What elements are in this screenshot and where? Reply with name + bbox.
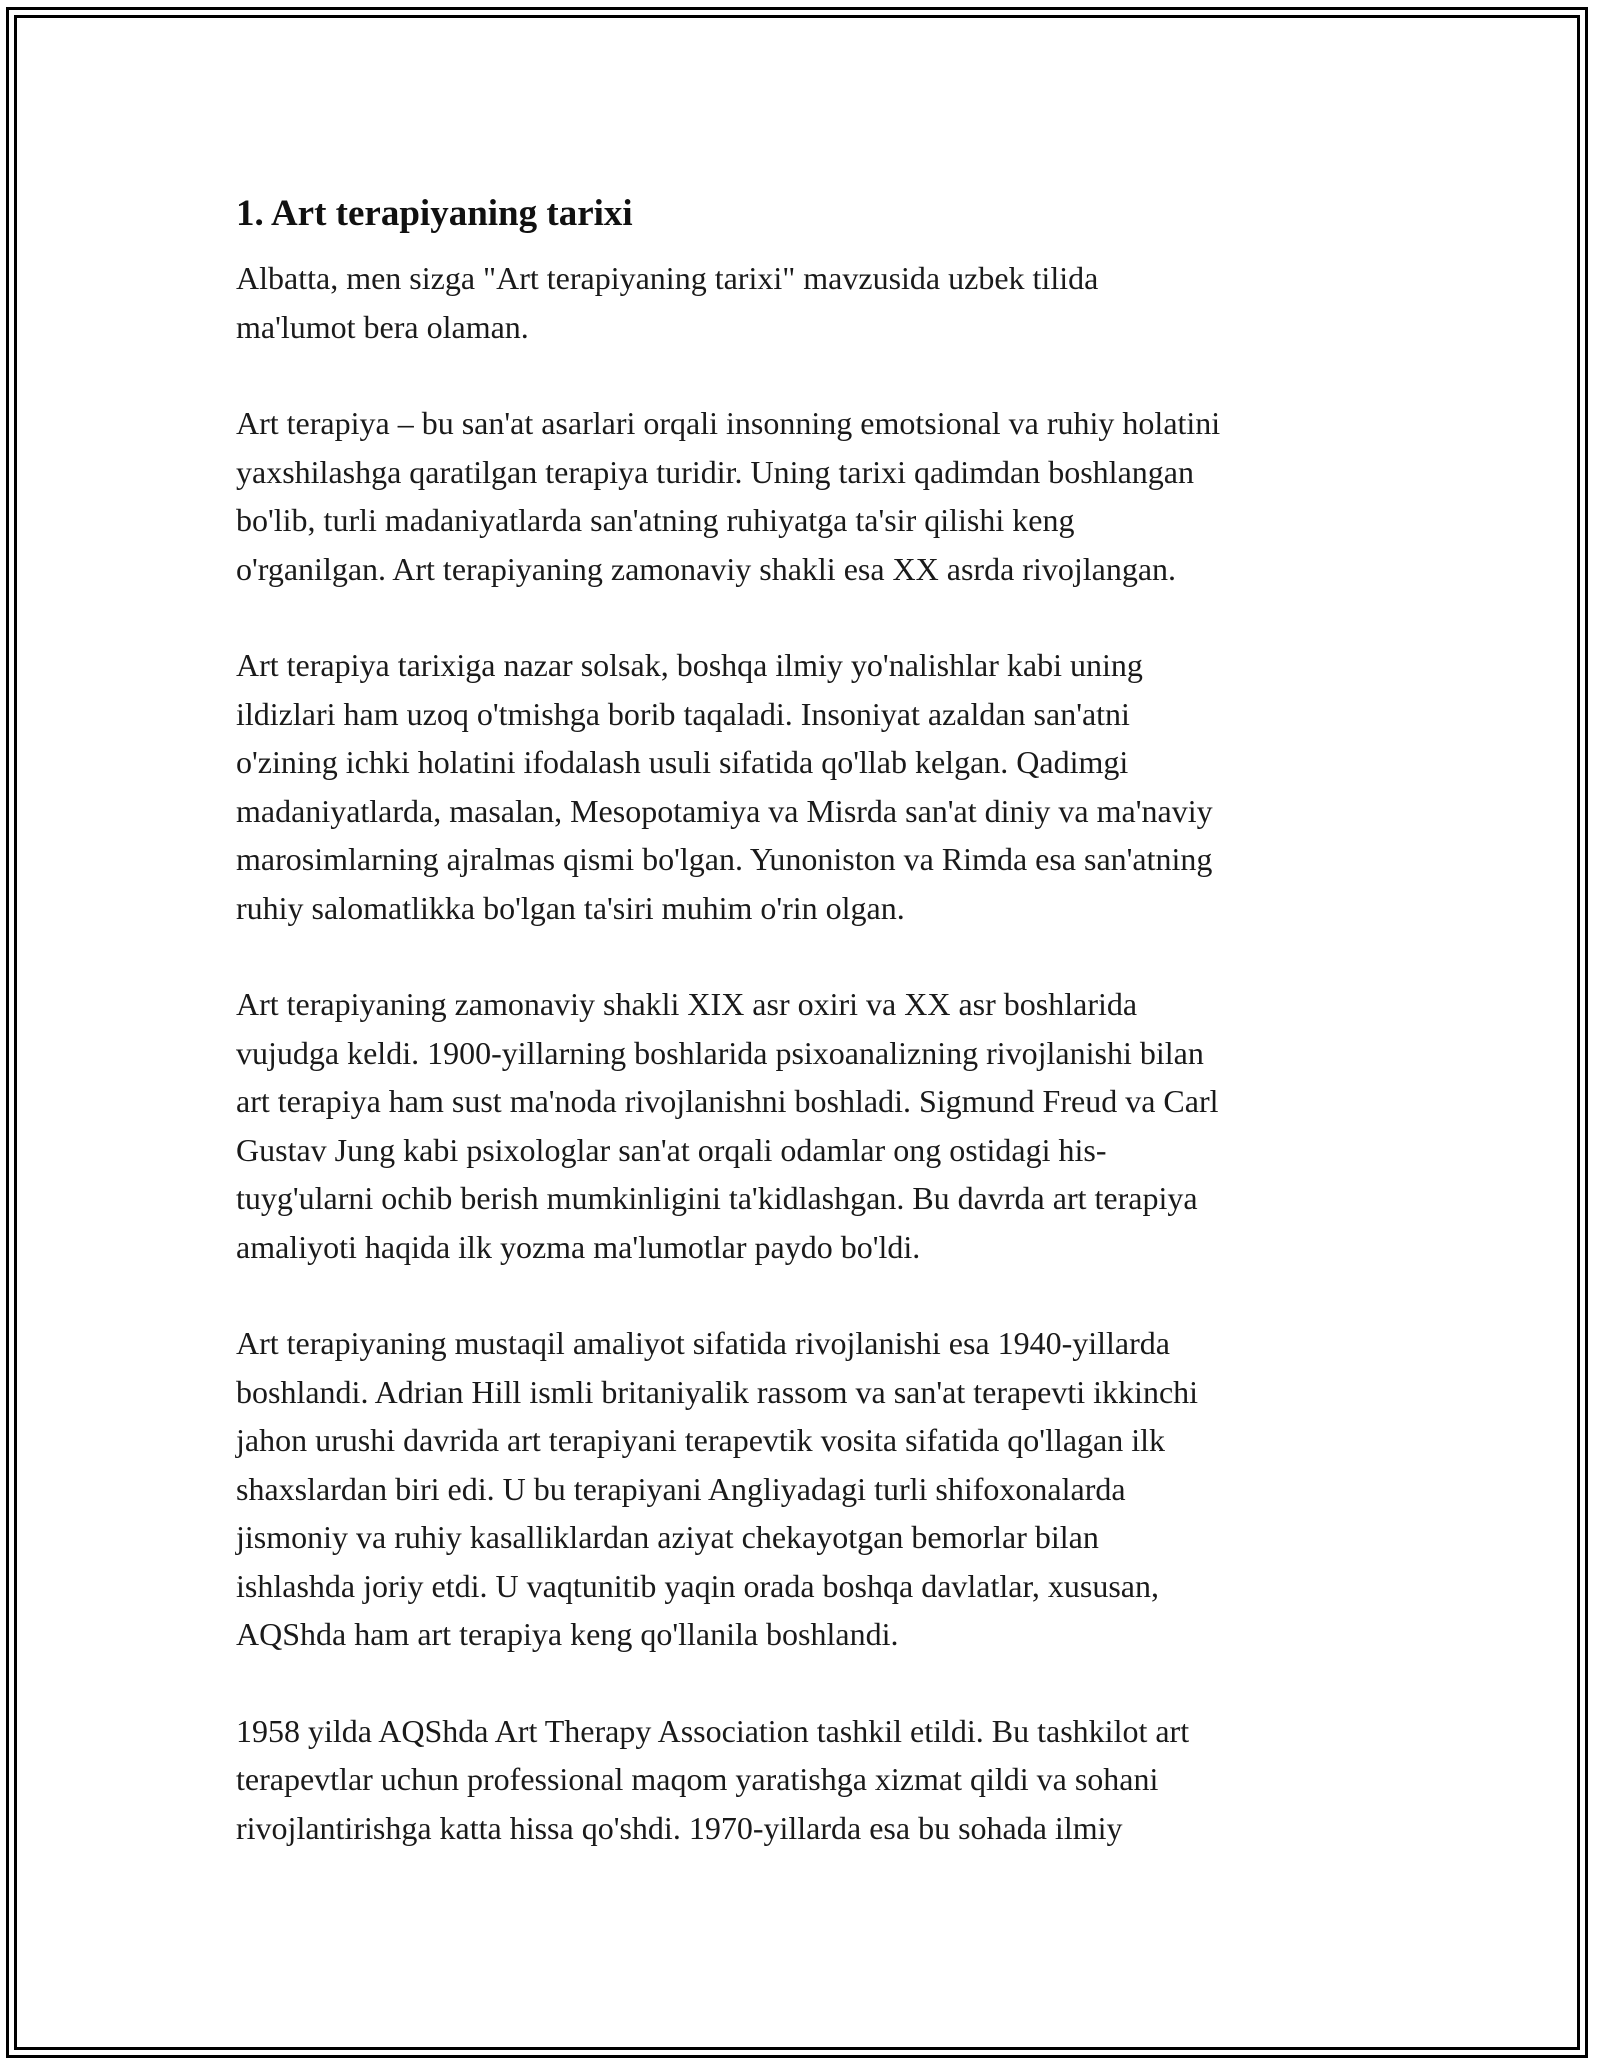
section-title: 1. Art terapiyaning tarixi xyxy=(236,193,633,234)
text-line: jahon urushi davrida art terapiyani terapevtik vosita sifatida qo'llagan ilk xyxy=(236,1422,1166,1458)
text-line: madaniyatlarda, masalan, Mesopotamiya va Misrda san'at diniy va ma'naviy xyxy=(236,792,1213,829)
text-line: o'rganilgan. Art terapiyaning zamonaviy shakli esa XX asrda rivojlangan. xyxy=(236,550,1177,587)
text-line: Gustav Jung kabi psixologlar san'at orqali odamlar ong ostidagi his- xyxy=(236,1131,1107,1168)
text-line: ishlashda joriy etdi. U vaqtunitib yaqin orada boshqa davlatlar, xususan, xyxy=(236,1567,1159,1604)
paragraph-ancient-history xyxy=(236,641,1381,932)
text-line: rivojlantirishga katta hissa qo'shdi. 1970-yillarda esa bu sohada ilmiy xyxy=(236,1809,1123,1846)
text-line: art terapiya ham sust ma'noda rivojlanishni boshladi. Sigmund Freud va Carl xyxy=(236,1083,1219,1119)
text-line: marosimlarning ajralmas qismi bo'lgan. Yunoniston va Rimda esa san'atning xyxy=(236,841,1213,877)
paragraph-intro xyxy=(236,254,1381,351)
text-line: 1958 yilda AQShda Art Therapy Association tashkil etildi. Bu tashkilot art xyxy=(236,1712,1190,1749)
text-line: o'zining ichki holatini ifodalash usuli sifatida qo'llab kelgan. Qadimgi xyxy=(236,744,1129,780)
text-line: Albatta, men sizga "Art terapiyaning tarixi" mavzusida uzbek tilida xyxy=(236,260,1099,296)
text-line: jismoniy va ruhiy kasalliklardan aziyat chekayotgan bemorlar bilan xyxy=(236,1519,1099,1555)
text-line: ma'lumot bera olaman. xyxy=(236,308,529,345)
text-line: ildizlari ham uzoq o'tmishga borib taqaladi. Insoniyat azaldan san'atni xyxy=(236,695,1130,732)
text-line: amaliyoti haqida ilk yozma ma'lumotlar paydo bo'ldi. xyxy=(236,1228,921,1265)
text-line: tuyg'ularni ochib berish mumkinligini ta'kidlashgan. Bu davrda art terapiya xyxy=(236,1180,1198,1216)
text-line: Art terapiyaning zamonaviy shakli XIX asr oxiri va XX asr boshlarida xyxy=(236,986,1138,1022)
paragraph-association xyxy=(236,1707,1381,1853)
text-line: yaxshilashga qaratilgan terapiya turidir. Uning tarixi qadimdan boshlangan xyxy=(236,453,1194,490)
text-line: Art terapiya tarixiga nazar solsak, boshqa ilmiy yo'nalishlar kabi uning xyxy=(236,647,1143,683)
text-line: Art terapiya – bu san'at asarlari orqali insonning emotsional va ruhiy holatini xyxy=(236,405,1221,441)
text-line: ruhiy salomatlikka bo'lgan ta'siri muhim o'rin olgan. xyxy=(236,889,905,926)
text-line: bo'lib, turli madaniyatlarda san'atning ruhiyatga ta'sir qilishi keng xyxy=(236,502,1075,538)
text-line: terapevtlar uchun professional maqom yaratishga xizmat qildi va sohani xyxy=(236,1761,1159,1797)
paragraph-modern-origins xyxy=(236,980,1381,1271)
text-line: AQShda ham art terapiya keng qo'llanila boshlandi. xyxy=(236,1616,899,1652)
document-body xyxy=(236,190,1381,1900)
text-line: Art terapiyaning mustaqil amaliyot sifatida rivojlanishi esa 1940-yillarda xyxy=(236,1325,1170,1361)
text-line: vujudga keldi. 1900-yillarning boshlarida psixoanalizning rivojlanishi bilan xyxy=(236,1034,1204,1071)
text-line: shaxslardan biri edi. U bu terapiyani Angliyadagi turli shifoxonalarda xyxy=(236,1470,1126,1507)
paragraph-definition xyxy=(236,399,1381,593)
paragraph-independent-practice xyxy=(236,1319,1381,1659)
text-line: boshlandi. Adrian Hill ismli britaniyalik rassom va san'at terapevti ikkinchi xyxy=(236,1373,1199,1410)
